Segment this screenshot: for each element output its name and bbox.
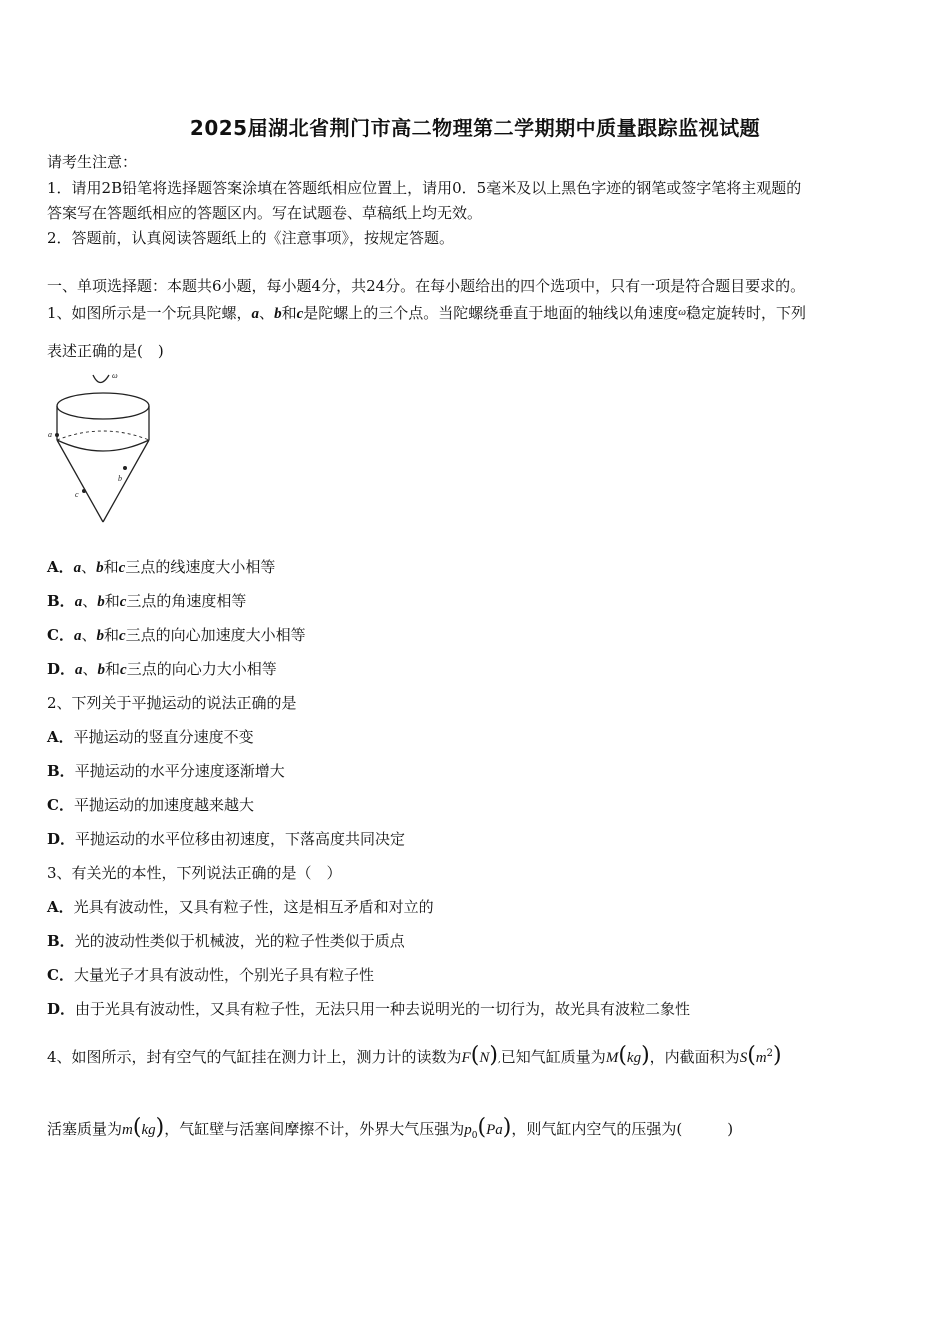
spinning-top-figure xyxy=(45,370,175,530)
cone-left xyxy=(57,440,103,522)
cylinder-bottom-hidden xyxy=(57,431,149,440)
q3-option-b: B．光的波动性类似于机械波，光的粒子性类似于质点 xyxy=(47,932,405,950)
q1-option-b: B．a、b和c三点的角速度相等 xyxy=(47,592,247,610)
label-c: c xyxy=(75,490,79,499)
notice-item-1-line-1: 1．请用2B铅笔将选择题答案涂填在答题纸相应位置上，请用0．5毫米及以上黑色字迹的钢笔或签字笔将主观题的 xyxy=(47,179,802,197)
question-3-stem: 3、有关光的本性，下列说法正确的是（ ） xyxy=(47,864,342,882)
section-heading: 一、单项选择题：本题共6小题，每小题4分，共24分。在每小题给出的四个选项中，只有一项是符合题目要求的。 xyxy=(47,277,806,295)
question-1-stem: 1、如图所示是一个玩具陀螺，a、b和c是陀螺上的三个点。当陀螺绕垂直于地面的轴线以角速度$^\omega$稳定旋转时，下列 xyxy=(47,304,807,322)
q1-option-c: C．a、b和c三点的向心加速度大小相等 xyxy=(47,626,306,644)
cone-right xyxy=(103,440,149,522)
notice-item-1-line-2: 答案写在答题纸相应的答题区内。写在试题卷、草稿纸上均无效。 xyxy=(47,204,483,222)
point-b xyxy=(123,466,127,470)
point-a xyxy=(55,433,59,437)
q3-option-d: D．由于光具有波动性，又具有粒子性，无法只用一种去说明光的一切行为，故光具有波粒二象性 xyxy=(47,1000,691,1018)
question-4-stem-line-2: 活塞质量为m(kg)，气缸壁与活塞间摩擦不计，外界大气压强为$p_0(Pa)$，则气缸内空气的压强为( ) xyxy=(47,1115,734,1141)
label-b: b xyxy=(118,474,122,483)
question-4-stem: 4、如图所示，封有空气的气缸挂在测力计上，测力计的读数为F(N),已知气缸质量为M(kg)，内截面积为$S(m^2)$ xyxy=(47,1043,782,1068)
rotation-arrow xyxy=(93,375,109,383)
q3-option-c: C．大量光子才具有波动性，个别光子具有粒子性 xyxy=(47,966,374,984)
answer-blank: ( ) xyxy=(676,1120,734,1138)
cylinder-bottom xyxy=(57,440,149,451)
q1-option-a: A．a、b和c三点的线速度大小相等 xyxy=(47,558,276,576)
page-title: 2025届湖北省荆门市高二物理第二学期期中质量跟踪监视试题 xyxy=(189,116,761,140)
question-2-stem: 2、下列关于平抛运动的说法正确的是 xyxy=(47,694,297,712)
notice-item-2: 2．答题前，认真阅读答题纸上的《注意事项》，按规定答题。 xyxy=(47,229,455,247)
q2-option-d: D．平抛运动的水平位移由初速度，下落高度共同决定 xyxy=(47,830,406,848)
q1-option-d: D．a、b和c三点的向心力大小相等 xyxy=(47,660,277,678)
q2-option-c: C．平抛运动的加速度越来越大 xyxy=(47,796,254,814)
question-1-stem-line-2: 表述正确的是( ) xyxy=(47,342,164,360)
q2-option-a: A．平抛运动的竖直分速度不变 xyxy=(47,728,254,746)
point-c xyxy=(82,489,86,493)
q3-option-a: A．光具有波动性，又具有粒子性，这是相互矛盾和对立的 xyxy=(47,898,434,916)
notice-heading: 请考生注意： xyxy=(47,153,138,171)
label-a: a xyxy=(48,430,52,439)
q2-option-b: B．平抛运动的水平分速度逐渐增大 xyxy=(47,762,285,780)
label-omega: ω xyxy=(112,371,118,380)
cylinder-top xyxy=(57,393,149,419)
